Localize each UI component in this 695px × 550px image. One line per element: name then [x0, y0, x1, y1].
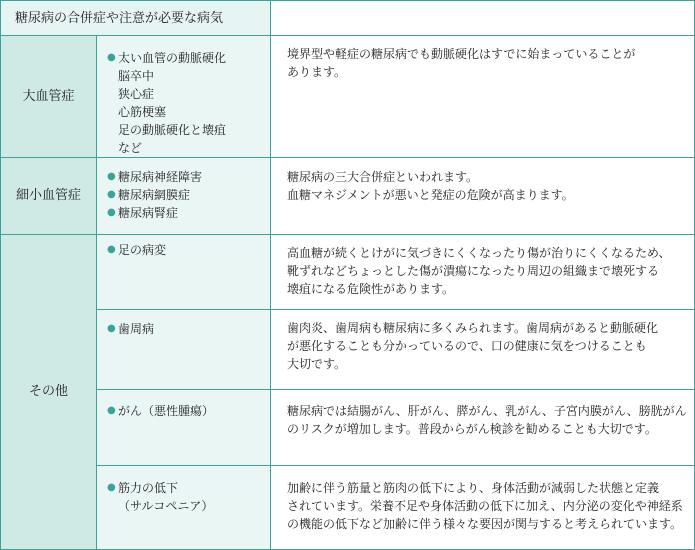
description-macrovascular: 境界型や軽症の糖尿病でも動脈硬化はすでに始まっていることが あります。: [271, 36, 694, 158]
bullet-icon: ●: [107, 189, 116, 200]
category-microvascular: 細小血管症: [1, 158, 97, 235]
disease-cell-periodontal: [97, 310, 271, 390]
list-item: ● 糖尿病神経障害: [107, 170, 203, 184]
disease-cell-microvascular: [97, 158, 271, 235]
bullet-icon: ●: [107, 323, 116, 334]
list-item: ● 太い血管の動脈硬化: [107, 51, 227, 65]
bullet-icon: ●: [107, 52, 116, 63]
disease-line: など: [118, 141, 143, 155]
disease-cell-sarcopenia: [97, 466, 271, 549]
description-foot: 高血糖が続くとけがに気づきにくくなったり傷が治りにくくなるため、 靴ずれなどちょっとした傷が潰瘍になったり周辺の組織まで壊死する 壊疽になる危険性があります。: [271, 235, 694, 310]
list-item: ● がん（悪性腫瘍）: [107, 404, 215, 418]
table-title-text: 糖尿病の合併症や注意が必要な病気: [15, 11, 224, 26]
bullet-icon: ●: [107, 482, 116, 493]
description-cancer: 糖尿病では結腸がん、肝がん、膵がん、乳がん、子宮内膜がん、膀胱がん のリスクが増加します。普段からがん検診を勧めることも大切です。: [271, 390, 694, 466]
description-sarcopenia: 加齢に伴う筋量と筋肉の低下により、身体活動が減弱した状態と定義 されています。栄養不足や身体活動の低下に加え、内分泌の変化や神経系 の機能の低下など加齢に伴う様々な要因が関与すると考えられています。: [271, 466, 694, 549]
disease-cell-cancer: [97, 390, 271, 466]
list-item: ● 糖尿病腎症: [107, 206, 179, 220]
description-periodontal: 歯肉炎、歯周病も糖尿病に多くみられます。歯周病があると動脈硬化 が悪化することも分かっているので、口の健康に気をつけることも 大切です。: [271, 310, 694, 390]
bullet-icon: ●: [107, 405, 116, 416]
category-other: その他: [1, 235, 97, 549]
disease-cell-foot: [97, 235, 271, 310]
disease-line: 心筋梗塞: [118, 105, 167, 119]
description-microvascular: 糖尿病の三大合併症といわれます。 血糖マネジメントが悪いと発症の危険が高まります。: [271, 158, 694, 235]
list-item: ● 歯周病: [107, 322, 155, 336]
bullet-icon: ●: [107, 207, 116, 218]
table-title: [1, 1, 271, 36]
bullet-icon: ●: [107, 244, 116, 255]
disease-cell-macrovascular: [97, 36, 271, 158]
disease-line: 脳卒中: [118, 69, 155, 83]
disease-line: 狭心症: [118, 87, 155, 101]
list-item: ● 糖尿病網膜症: [107, 188, 191, 202]
title-blank-cell: [271, 1, 694, 36]
category-macrovascular: 大血管症: [1, 36, 97, 158]
disease-line: （サルコペニア）: [118, 499, 214, 513]
disease-line: 足の動脈硬化と壊疽: [118, 123, 227, 137]
bullet-icon: ●: [107, 171, 116, 182]
list-item: ● 足の病変: [107, 243, 167, 257]
list-item: ● 筋力の低下: [107, 481, 179, 495]
